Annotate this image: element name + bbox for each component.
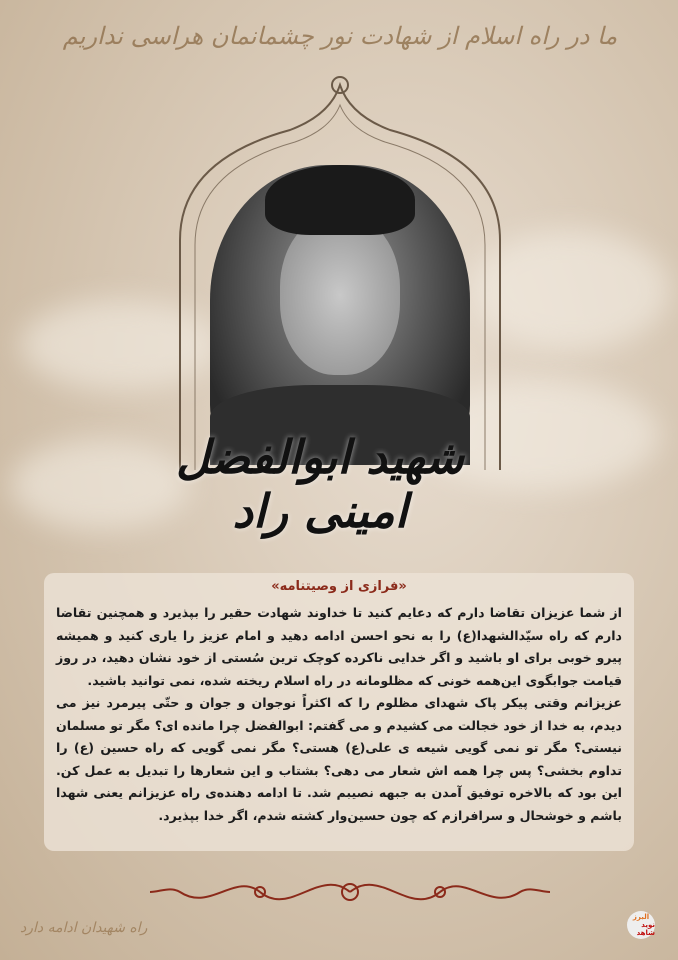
will-paragraph: عزیزانم وقتی پیکر پاک شهدای مظلوم را که اکثراً نوجوان و جوان و حتّی پیرمرد نیز می دیدم، به خدا از خود خجالت می کشیدم و می گفتم: ابوالفضل چرا مانده ای؟ مگر تو مسلمان نیستی؟ مگر تو نمی گویی شیعه ی علی(ع) هستی؟ مگر نمی گویی که راه حسین (ع) را تداوم بخشی؟ پس چرا همه اش شعار می دهی؟ بشتاب و این شعارها را تبدیل به عمل کن. این بود که بالاخره توفیق آمدن به جبهه نصیبم شد. تا ادامه دهنده‌ی راه عزیزانم یعنی شهدا باشم و خوشحال و سرافرازم که چون حسین‌وار کشته شدم، اگر خدا بپذیرد. <box>56 695 622 823</box>
martyr-name: شهید ابوالفضل امینی راد <box>176 430 464 538</box>
floral-ornament <box>150 862 550 922</box>
logo-line2: نوید شاهد <box>636 921 655 937</box>
will-paragraph: از شما عزیزان تقاضا دارم که دعایم کنید تا خداوند شهادت حقیر را بپذیرد و همچنین تقاضا دارم که راه سیّدالشهدا(ع) را به نحو احسن ادامه دهید و امام عزیز را یاری کنید و همیشه پیرو خوبی برای او باشید و اگر خدایی ناکرده کوچک ترین سُستی از خود نشان دهید، در روز قیامت جوابگوی این‌همه خونی که مظلومانه در راه اسلام ریخته شده، نمی توانید باشید. <box>56 605 622 688</box>
footer-slogan: راه شهیدان ادامه دارد <box>20 920 148 936</box>
martyr-portrait <box>210 165 470 465</box>
will-heading: «فرازی از وصیتنامه» <box>271 579 407 594</box>
navid-shahed-logo <box>627 911 655 939</box>
logo-line1: البرز <box>632 913 650 921</box>
top-motto: ما در راه اسلام از شهادت نور چشمانمان هراسی نداریم <box>62 22 618 50</box>
will-excerpt-box <box>44 573 634 851</box>
